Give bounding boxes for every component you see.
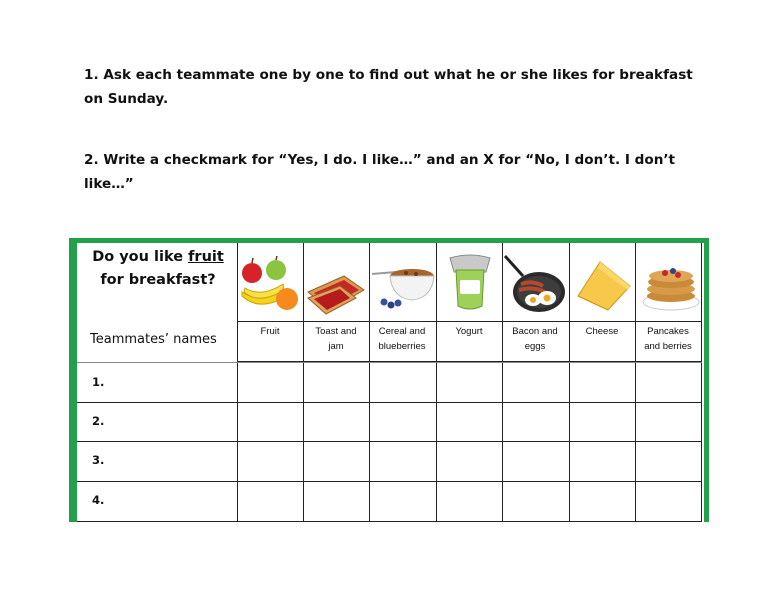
row-number-1: 1. — [92, 375, 105, 389]
row-number-4: 4. — [92, 493, 105, 507]
food-label-cheese: Cheese — [585, 326, 619, 337]
cheese-wedge-icon — [574, 256, 634, 314]
row-number-2: 2. — [92, 414, 105, 428]
cereal-bowl-icon — [370, 262, 436, 312]
yogurt-cup-icon — [446, 252, 494, 316]
food-label-pancakes-and-berries: Pancakes and berries — [644, 326, 692, 352]
instruction-step-2: 2. Write a checkmark for “Yes, I do. I like…” and an X for “No, I don’t. I don’t like…” — [84, 152, 676, 192]
toast-jam-icon — [304, 268, 368, 316]
teammates-names-header: Teammates’ names — [90, 332, 217, 347]
food-label-bacon-and-eggs: Bacon and eggs — [512, 326, 558, 352]
food-label-fruit: Fruit — [260, 326, 280, 337]
row-number-3: 3. — [92, 453, 105, 467]
food-label-yogurt: Yogurt — [455, 326, 483, 337]
food-label-cereal-and-blueberries: Cereal and blueberries — [378, 326, 426, 352]
bacon-eggs-pan-icon — [503, 254, 567, 314]
instruction-step-1: 1. Ask each teammate one by one to find out what he or she likes for breakfast on Sunday. — [84, 67, 693, 107]
food-label-toast-and-jam: Toast and jam — [315, 326, 357, 352]
table-prompt: Do you like fruit for breakfast? — [92, 249, 224, 288]
pancakes-icon — [640, 262, 702, 312]
fruit-icon — [239, 252, 301, 314]
